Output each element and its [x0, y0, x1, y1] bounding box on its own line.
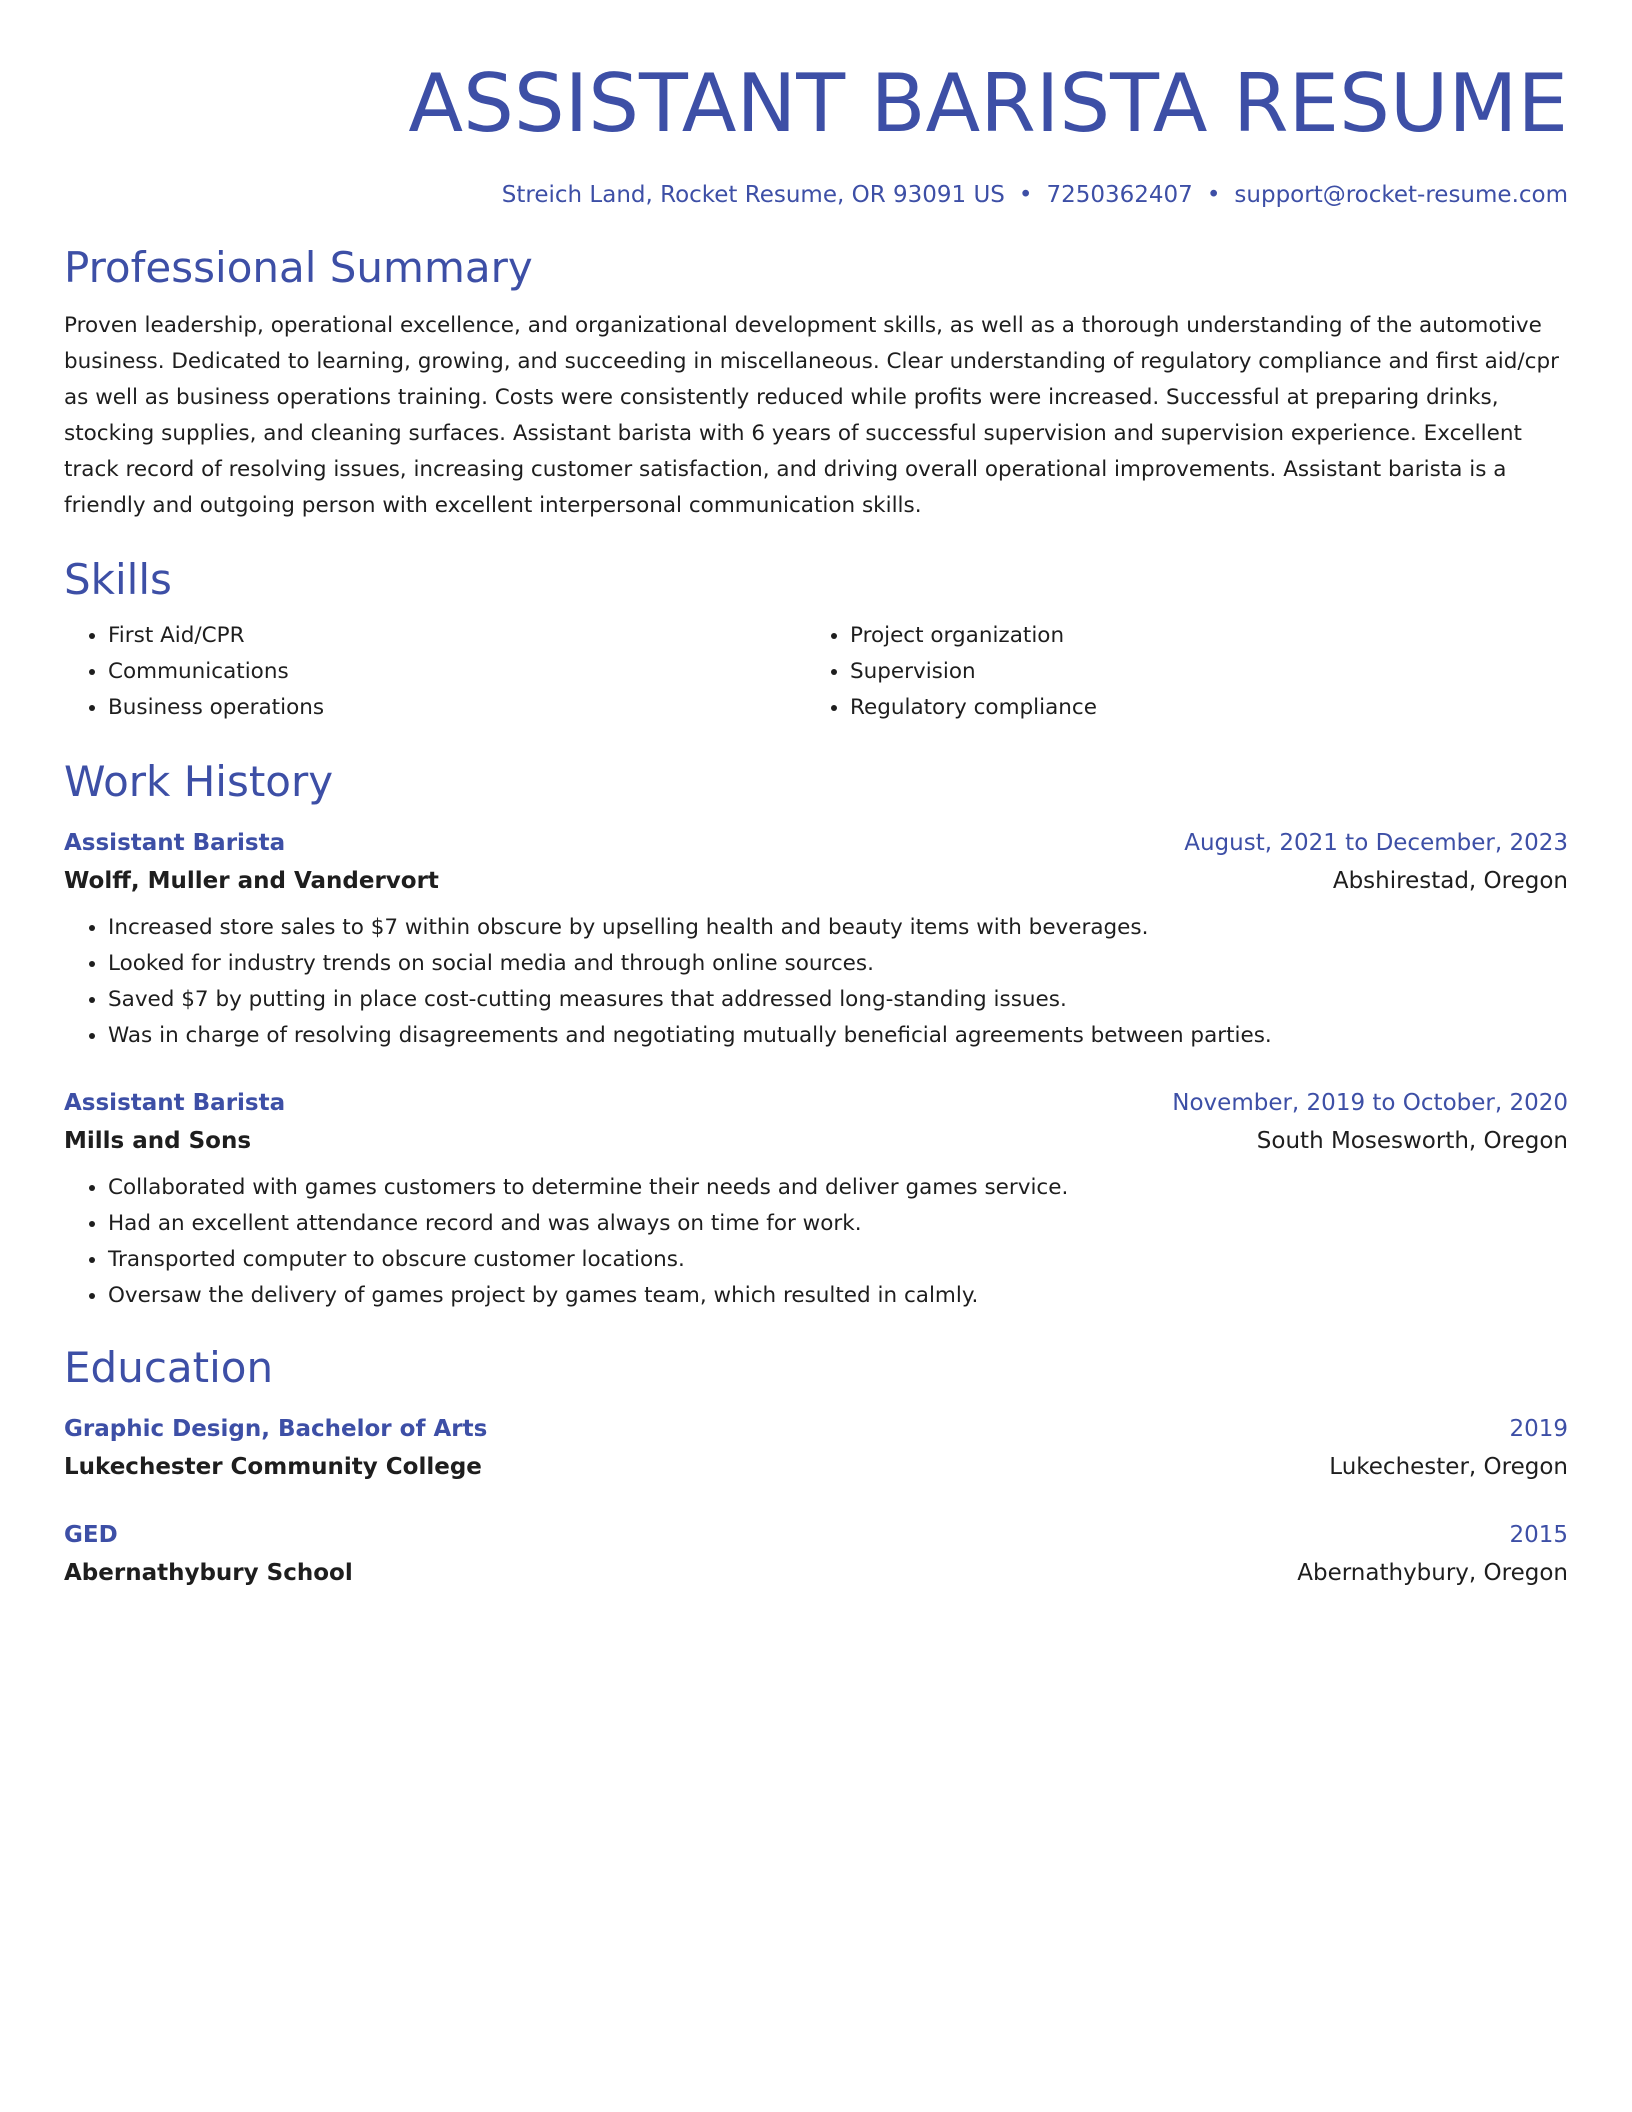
contact-line — [64, 178, 1568, 212]
education-subheader — [64, 1448, 1568, 1486]
education-year: 2015 — [1509, 1522, 1568, 1548]
job-subheader — [64, 1122, 1568, 1160]
summary-text: Proven leadership, operational excellence, and organizational development skills, as well as a thorough understanding of the automotive business. Dedicated to learning, growing, and succeeding in miscellaneous. Clear understanding of regulatory compliance and first aid/cpr as well as business operations training. Costs were consistently reduced while profits were increased. Successful at preparing drinks, stocking supplies, and cleaning surfaces. Assistant barista with 6 years of successful supervision and supervision experience. Excellent track record of resolving issues, increasing customer satisfaction, and driving overall operational improvements. Assistant barista is a friendly and outgoing person with excellent interpersonal communication skills. — [64, 313, 1559, 518]
skill-item: • First Aid/CPR — [108, 618, 806, 654]
education-subheader — [64, 1554, 1568, 1592]
job-bullets — [64, 910, 1568, 1054]
education-degree: Graphic Design, Bachelor of Arts — [64, 1416, 488, 1442]
skill-item: • Project organization — [850, 618, 1548, 654]
job-subheader — [64, 862, 1568, 900]
education-school: Lukechester Community College — [64, 1454, 482, 1480]
skills-heading: Skills — [64, 555, 172, 604]
job-bullet: • Saved $7 by putting in place cost-cutting measures that addressed long-standing issues. — [108, 982, 1568, 1018]
skills-column-right — [806, 618, 1548, 726]
job-bullet: • Transported computer to obscure customer locations. — [108, 1242, 1568, 1278]
contact-email[interactable]: support@rocket-resume.com — [1234, 182, 1568, 208]
job-bullet: • Had an excellent attendance record and was always on time for work. — [108, 1206, 1568, 1242]
separator-dot: • — [1018, 182, 1033, 208]
job-dates: August, 2021 to December, 2023 — [1184, 830, 1568, 856]
job-location: Abshirestad, Oregon — [1332, 868, 1568, 894]
education-school: Abernathybury School — [64, 1560, 353, 1586]
education-entry — [64, 1516, 1568, 1592]
job-header — [64, 824, 1568, 862]
contact-address: Streich Land, Rocket Resume, OR 93091 US — [501, 182, 1005, 208]
work-history-heading: Work History — [64, 757, 334, 806]
job-bullet: • Collaborated with games customers to determine their needs and deliver games service. — [108, 1170, 1568, 1206]
education-entry — [64, 1410, 1568, 1486]
job-company: Mills and Sons — [64, 1128, 252, 1154]
job-entry — [64, 824, 1568, 1054]
skills-column-left — [64, 618, 806, 726]
education-heading: Education — [64, 1343, 274, 1392]
contact-phone: 7250362407 — [1046, 182, 1193, 208]
job-role: Assistant Barista — [64, 1090, 286, 1116]
resume-title: ASSISTANT BARISTA RESUME — [408, 57, 1568, 150]
skill-item: • Communications — [108, 654, 806, 690]
education-degree: GED — [64, 1522, 118, 1548]
resume-page — [64, 0, 1568, 1592]
separator-dot: • — [1206, 182, 1221, 208]
summary-heading: Professional Summary — [64, 243, 533, 292]
job-header — [64, 1084, 1568, 1122]
skill-item: • Regulatory compliance — [850, 690, 1548, 726]
job-bullet: • Was in charge of resolving disagreements and negotiating mutually beneficial agreements between parties. — [108, 1018, 1568, 1054]
education-header — [64, 1410, 1568, 1448]
skills-list — [64, 618, 1568, 726]
education-location: Lukechester, Oregon — [1329, 1454, 1568, 1480]
skill-item: • Supervision — [850, 654, 1548, 690]
job-location: South Mosesworth, Oregon — [1256, 1128, 1568, 1154]
job-bullet: • Increased store sales to $7 within obscure by upselling health and beauty items with beverages. — [108, 910, 1568, 946]
education-location: Abernathybury, Oregon — [1297, 1560, 1568, 1586]
job-bullets — [64, 1170, 1568, 1314]
job-company: Wolff, Muller and Vandervort — [64, 868, 439, 894]
skill-item: • Business operations — [108, 690, 806, 726]
education-year: 2019 — [1509, 1416, 1568, 1442]
job-role: Assistant Barista — [64, 830, 286, 856]
job-bullet: • Looked for industry trends on social media and through online sources. — [108, 946, 1568, 982]
job-dates: November, 2019 to October, 2020 — [1172, 1090, 1568, 1116]
education-header — [64, 1516, 1568, 1554]
job-bullet: • Oversaw the delivery of games project by games team, which resulted in calmly. — [108, 1278, 1568, 1314]
job-entry — [64, 1084, 1568, 1314]
